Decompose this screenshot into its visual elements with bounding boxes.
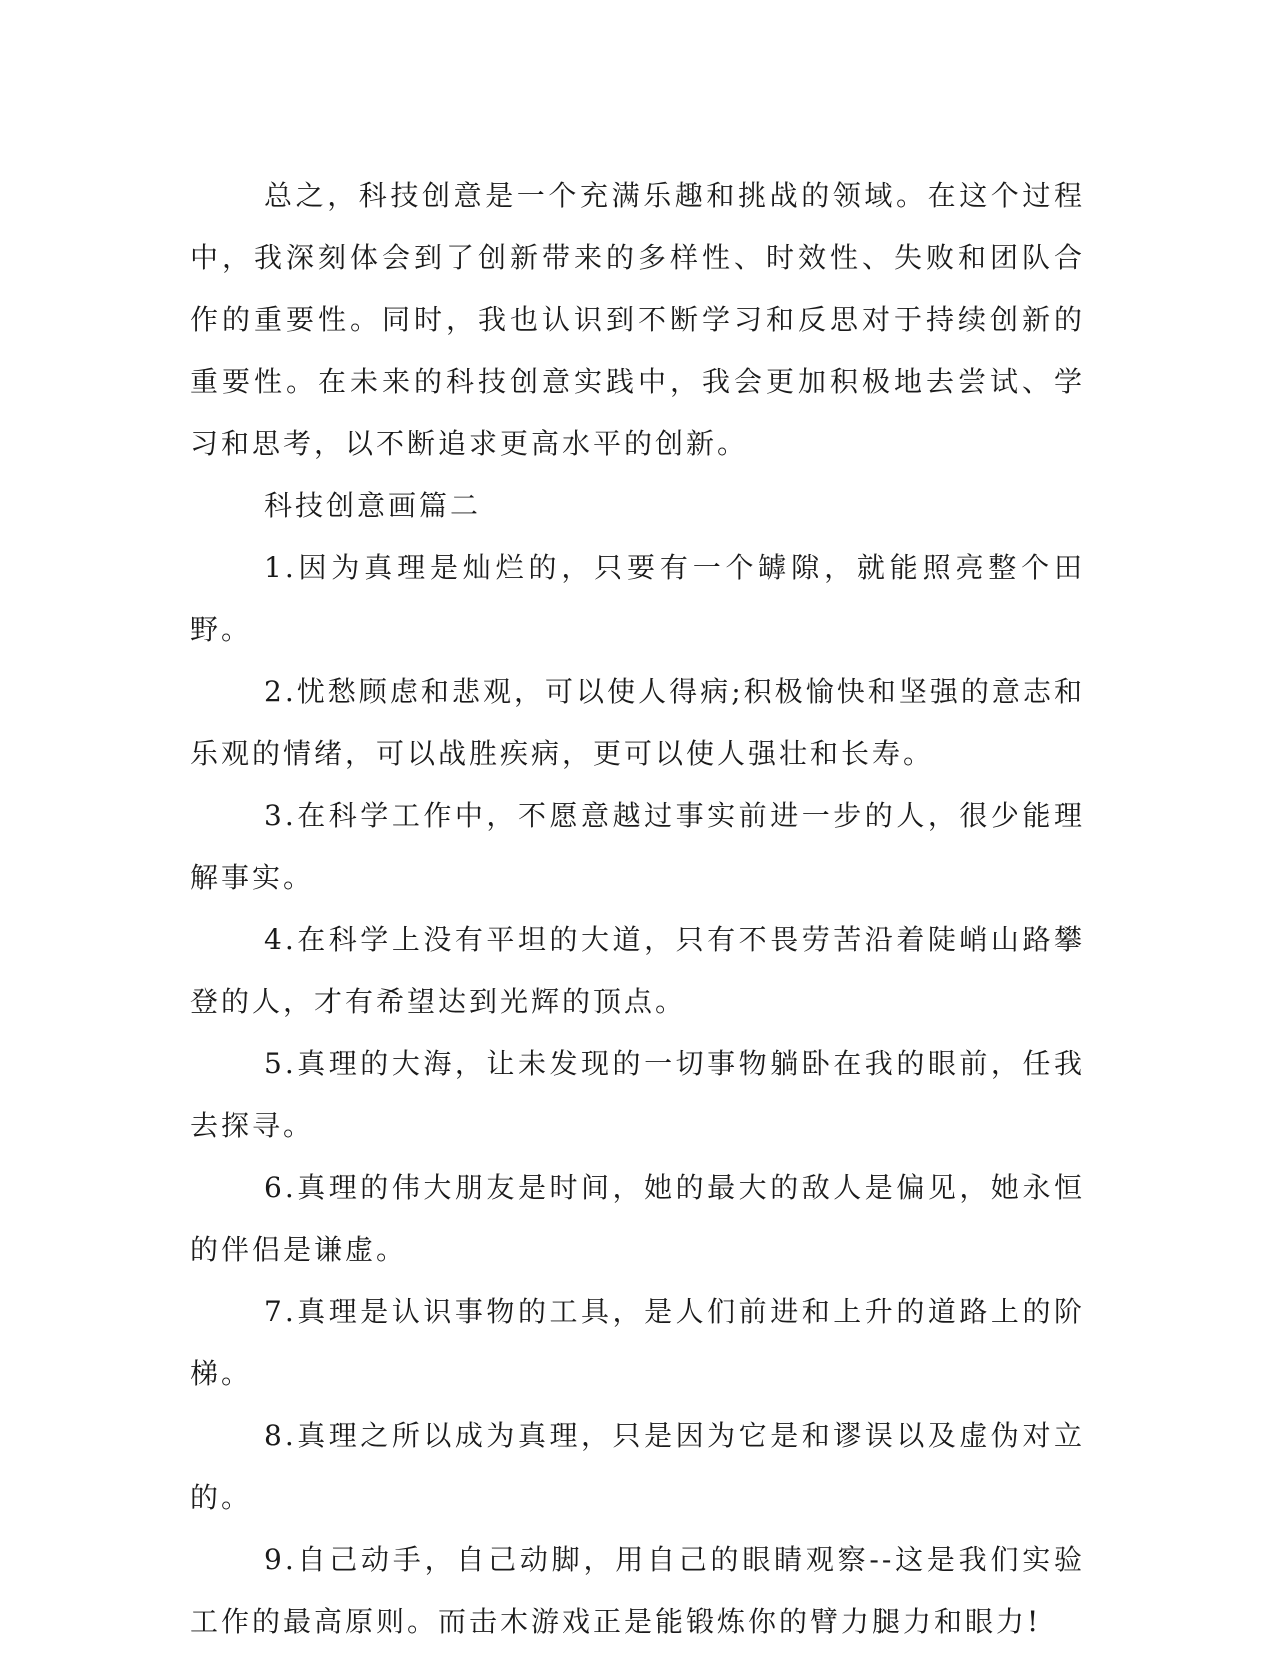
quote-item-8: 8.真理之所以成为真理，只是因为它是和谬误以及虚伪对立的。	[190, 1419, 1085, 1514]
quote-item-7: 7.真理是认识事物的工具，是人们前进和上升的道路上的阶梯。	[190, 1295, 1085, 1390]
quote-item-9: 9.自己动手，自己动脚，用自己的眼睛观察--这是我们实验工作的最高原则。而击木游戏正是能锻炼你的臂力腿力和眼力!	[190, 1543, 1085, 1638]
quote-item-3: 3.在科学工作中，不愿意越过事实前进一步的人，很少能理解事实。	[190, 799, 1085, 894]
quote-item-6: 6.真理的伟大朋友是时间，她的最大的敌人是偏见，她永恒的伴侣是谦虚。	[190, 1171, 1085, 1266]
quote-item-2: 2.忧愁顾虑和悲观，可以使人得病;积极愉快和坚强的意志和乐观的情绪，可以战胜疾病，更可以使人强壮和长寿。	[190, 675, 1085, 770]
quote-item-5: 5.真理的大海，让未发现的一切事物躺卧在我的眼前，任我去探寻。	[190, 1047, 1085, 1142]
paragraph-conclusion: 总之，科技创意是一个充满乐趣和挑战的领域。在这个过程中，我深刻体会到了创新带来的多样性、时效性、失败和团队合作的重要性。同时，我也认识到不断学习和反思对于持续创新的重要性。在未来的科技创意实践中，我会更加积极地去尝试、学习和思考，以不断追求更高水平的创新。	[190, 179, 1085, 460]
document-body	[190, 165, 1085, 1653]
quote-item-1: 1.因为真理是灿烂的，只要有一个罅隙，就能照亮整个田野。	[190, 551, 1085, 646]
quote-item-4: 4.在科学上没有平坦的大道，只有不畏劳苦沿着陡峭山路攀登的人，才有希望达到光辉的顶点。	[190, 923, 1085, 1018]
section-heading: 科技创意画篇二	[264, 489, 482, 522]
